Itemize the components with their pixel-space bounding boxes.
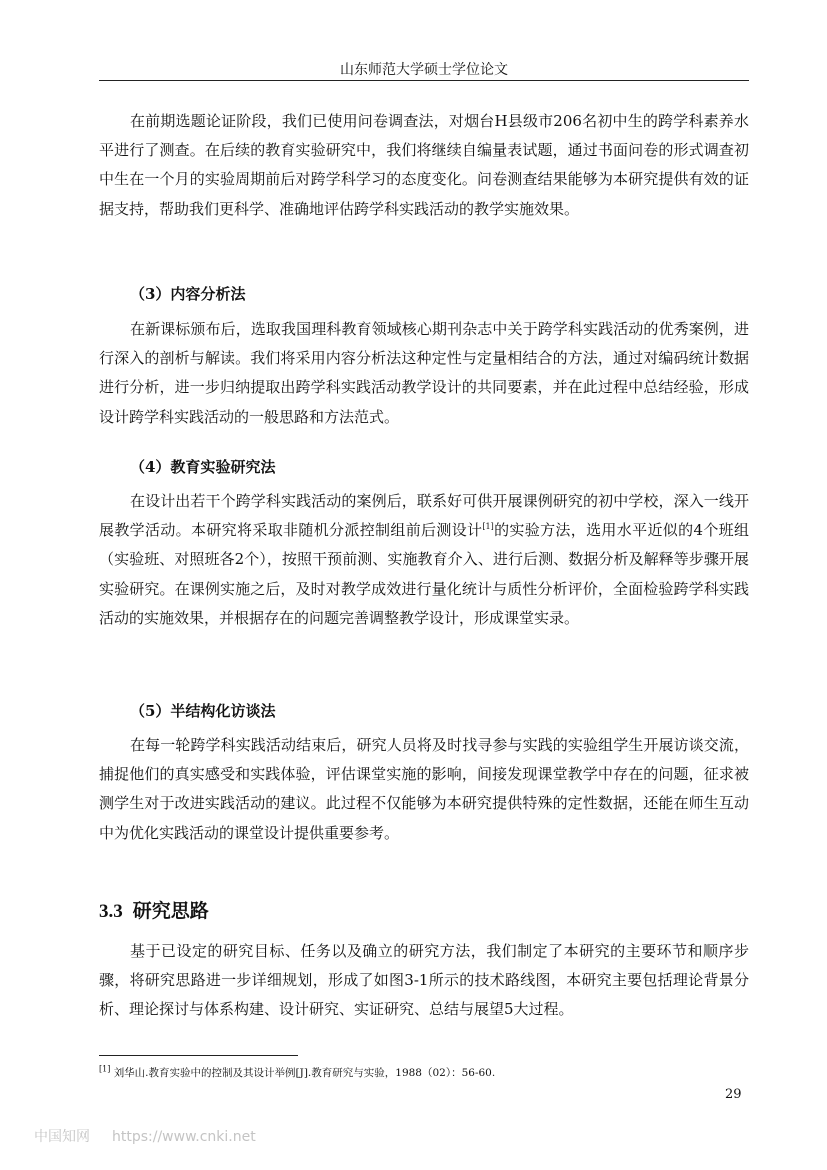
- watermark-name: 中国知网: [34, 1129, 90, 1145]
- footnote-mark: [1]: [99, 1064, 111, 1074]
- running-header: 山东师范大学硕士学位论文: [340, 62, 508, 78]
- paragraph-survey-method: 在前期选题论证阶段，我们已使用问卷调查法，对烟台H县级市206名初中生的跨学科素养水平进行了测查。在后续的教育实验研究中，我们将继续自编量表试题，通过书面问卷的形式调查初中生在一个月的实验周期前后对跨学科学习的态度变化。问卷测查结果能够为本研究提供有效的证据支持，帮助我们更科学、准确地评估跨学科实践活动的教学实施效果。: [99, 112, 749, 218]
- watermark-url: https://www.cnki.net: [112, 1129, 256, 1145]
- footnote: [99, 1066, 495, 1080]
- page-number: 29: [725, 1087, 742, 1102]
- paragraph-research-approach: 基于已设定的研究目标、任务以及确立的研究方法，我们制定了本研究的主要环节和顺序步骤，将研究思路进一步详细规划，形成了如图3-1所示的技术路线图，本研究主要包括理论背景分析、理论探讨与体系构建、设计研究、实证研究、总结与展望5大过程。: [99, 942, 749, 1019]
- paragraph-experiment-method: [99, 487, 749, 633]
- paragraph-interview-method: 在每一轮跨学科实践活动结束后，研究人员将及时找寻参与实践的实验组学生开展访谈交流，捕捉他们的真实感受和实践体验，评估课堂实施的影响，间接发现课堂教学中存在的问题，征求被测学生对于改进实践活动的建议。此过程不仅能够为本研究提供特殊的定性数据，还能在师生互动中为优化实践活动的课堂设计提供重要参考。: [99, 736, 749, 842]
- section-heading: [99, 896, 209, 927]
- header-rule: [99, 80, 749, 81]
- heading-experiment-method: （4）教育实验研究法: [130, 458, 276, 476]
- paragraph-text-part2: 的实验方法，选用水平近似的4个班组（实验班、对照班各2个），按照干预前测、实施教育介入、进行后测、数据分析及解释等步骤开展实验研究。在课例实施之后，及时对教学成效进行量化统计与质性分析评价，全面检验跨学科实践活动的实施效果，并根据存在的问题完善调整教学设计，形成课堂实录。: [99, 521, 750, 627]
- watermark: [34, 1127, 256, 1147]
- citation-ref-1[interactable]: [1]: [482, 522, 494, 532]
- footnote-rule: [99, 1055, 298, 1056]
- section-title: 研究思路: [132, 900, 209, 922]
- paragraph-text-part1: 在设计出若干个跨学科实践活动的案例后，联系好可供开展课例研究的初中学校，深入一线开展教学活动。本研究将采取非随机分派控制组前后测设计: [99, 492, 749, 540]
- heading-content-analysis: （3）内容分析法: [130, 285, 246, 303]
- paragraph-content-analysis: 在新课标颁布后，选取我国理科教育领域核心期刊杂志中关于跨学科实践活动的优秀案例，进行深入的剖析与解读。我们将采用内容分析法这种定性与定量相结合的方法，通过对编码统计数据进行分析，进一步归纳提取出跨学科实践活动教学设计的共同要素，并在此过程中总结经验，形成设计跨学科实践活动的一般思路和方法范式。: [99, 320, 749, 426]
- heading-interview-method: （5）半结构化访谈法: [130, 702, 276, 720]
- section-number: 3.3: [99, 901, 123, 922]
- footnote-text: 刘华山.教育实验中的控制及其设计举例[J].教育研究与实验，1988（02）：56-60.: [113, 1067, 496, 1079]
